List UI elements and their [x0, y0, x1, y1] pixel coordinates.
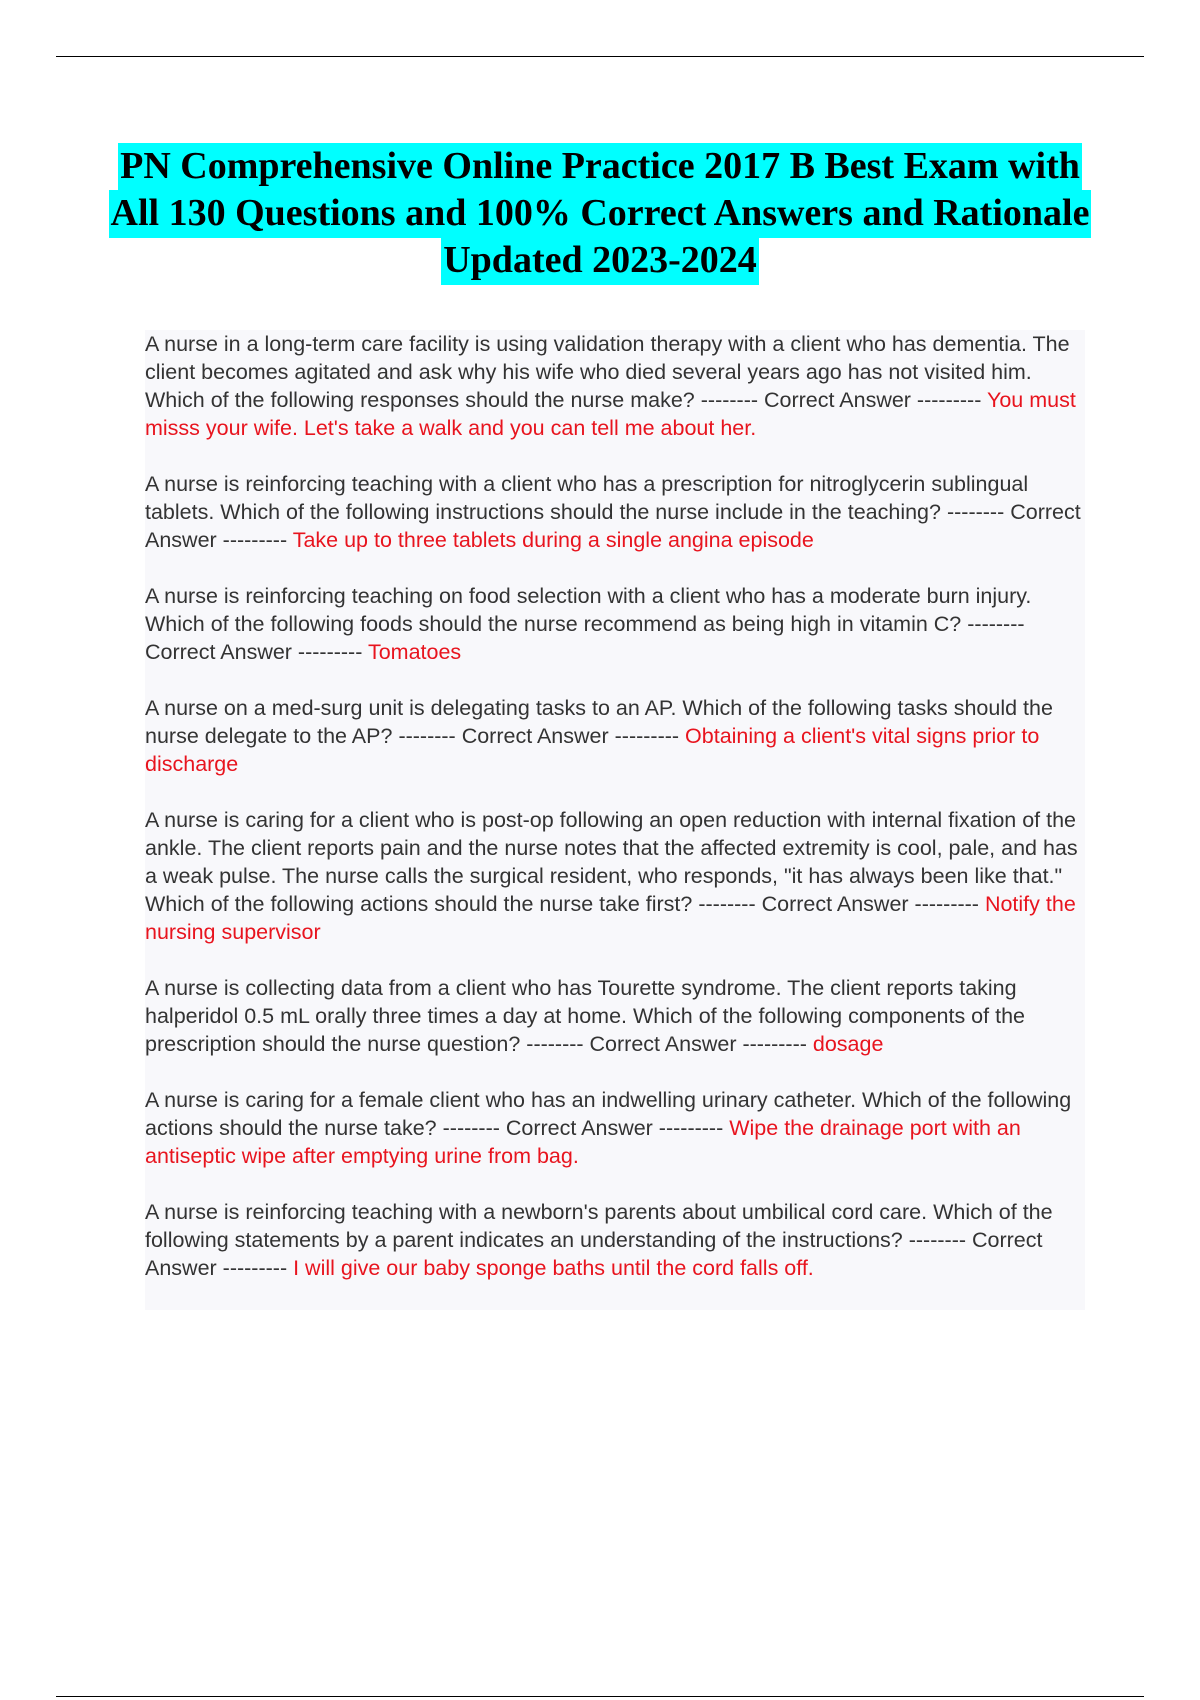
question-text: A nurse is caring for a client who is post-op following an open reduction with internal fixation of the ankle. The client reports pain and the nurse notes that the affected extremity is cool, pale, and has a weak pulse. The nurse calls the surgical resident, who responds, "it has always been like that." Which of the following actions should the nurse take first? [145, 808, 1078, 916]
document-title [100, 143, 1100, 284]
answer-text: You must misss your wife. Let's take a walk and you can tell me about her. [145, 388, 1076, 440]
correct-answer-separator: -------- Correct Answer --------- [398, 724, 680, 748]
qa-item [145, 1086, 1085, 1170]
correct-answer-separator: -------- Correct Answer --------- [145, 612, 1025, 664]
correct-answer-separator: -------- Correct Answer --------- [698, 892, 979, 916]
qa-item [145, 330, 1085, 442]
correct-answer-separator: -------- Correct Answer --------- [442, 1116, 724, 1140]
question-text: A nurse is caring for a female client who has an indwelling urinary catheter. Which of the following actions should the nurse take? [145, 1088, 1072, 1140]
answer-text: Wipe the drainage port with an antiseptic wipe after emptying urine from bag. [145, 1116, 1021, 1168]
qa-item [145, 806, 1085, 946]
document-title-text: PN Comprehensive Online Practice 2017 B Best Exam with All 130 Questions and 100% Correct Answers and Rationale Updated 2023-2024 [109, 143, 1092, 285]
question-text: A nurse is reinforcing teaching with a newborn's parents about umbilical cord care. Which of the following statements by a parent indicates an understanding of the instructions? [145, 1200, 1053, 1252]
answer-text: Take up to three tablets during a single angina episode [292, 528, 814, 552]
answer-text: I will give our baby sponge baths until the cord falls off. [293, 1256, 814, 1280]
qa-item [145, 470, 1085, 554]
qa-list [145, 330, 1085, 1310]
question-text: A nurse is collecting data from a client who has Tourette syndrome. The client reports taking halperidol 0.5 mL orally three times a day at home. Which of the following components of the prescription should the nurse question? [145, 976, 1025, 1056]
answer-text: dosage [812, 1032, 884, 1056]
question-text: A nurse in a long-term care facility is using validation therapy with a client who has dementia. The client becomes agitated and ask why his wife who died several years ago has not visited him. Which of the following responses should the nurse make? [145, 332, 1070, 412]
qa-item [145, 974, 1085, 1058]
answer-text: Tomatoes [367, 640, 462, 664]
qa-item [145, 582, 1085, 666]
correct-answer-separator: -------- Correct Answer --------- [145, 500, 1081, 552]
question-text: A nurse is reinforcing teaching with a client who has a prescription for nitroglycerin sublingual tablets. Which of the following instructions should the nurse include in the teaching? [145, 472, 1029, 524]
correct-answer-separator: -------- Correct Answer --------- [700, 388, 982, 412]
correct-answer-separator: -------- Correct Answer --------- [526, 1032, 807, 1056]
answer-text: Obtaining a client's vital signs prior to discharge [145, 724, 1040, 776]
question-text: A nurse on a med-surg unit is delegating tasks to an AP. Which of the following tasks should the nurse delegate to the AP? [145, 696, 1053, 748]
qa-item [145, 1198, 1085, 1282]
title-block [100, 143, 1100, 284]
question-text: A nurse is reinforcing teaching on food selection with a client who has a moderate burn injury. Which of the following foods should the nurse recommend as being high in vitamin C? [145, 584, 1032, 636]
top-rule [56, 56, 1144, 57]
answer-text: Notify the nursing supervisor [145, 892, 1076, 944]
correct-answer-separator: -------- Correct Answer --------- [145, 1228, 1043, 1280]
qa-item [145, 694, 1085, 778]
bottom-rule [56, 1696, 1144, 1697]
